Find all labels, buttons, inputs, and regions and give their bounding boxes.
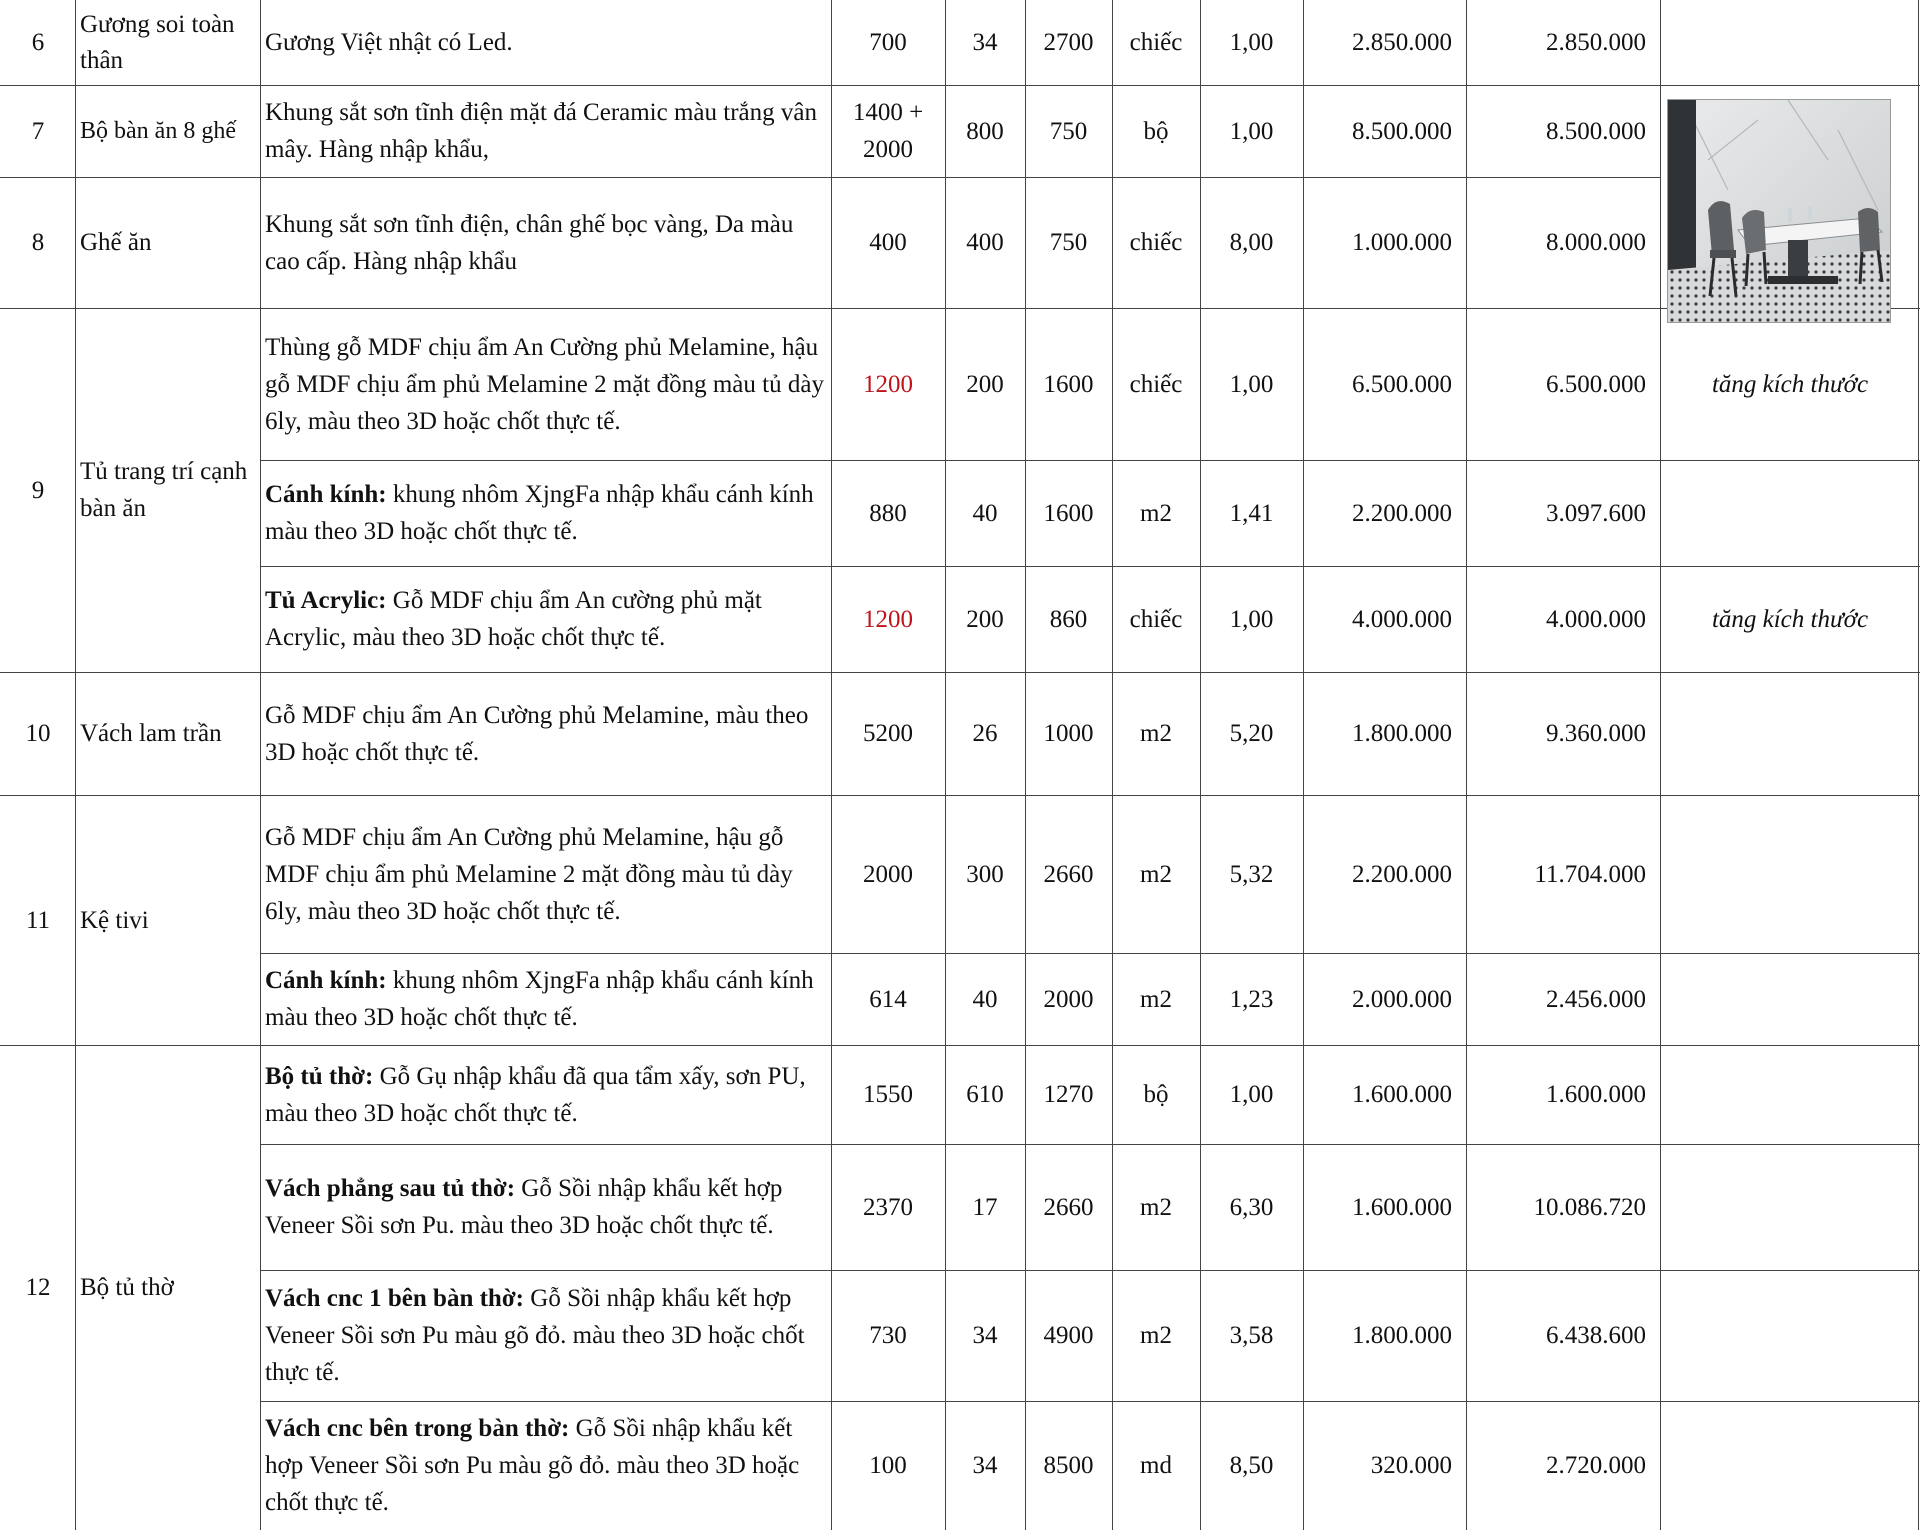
description-cell bbox=[261, 460, 831, 566]
stt-cell: 10 bbox=[25, 720, 51, 747]
description-cell bbox=[261, 953, 831, 1045]
total-cell: 10.086.720 bbox=[1533, 1193, 1646, 1221]
unit-price-cell: 2.200.000 bbox=[1352, 860, 1452, 888]
item-name-cell: Gương soi toàn thân bbox=[80, 10, 235, 74]
column-divider bbox=[1200, 0, 1201, 1530]
height-cell: 2700 bbox=[1043, 29, 1094, 56]
description-cell: Gỗ MDF chịu ẩm An Cường phủ Melamine, màu theo 3D hoặc chốt thực tế. bbox=[265, 701, 809, 766]
unit-cell: m2 bbox=[1140, 720, 1172, 747]
row-divider bbox=[0, 177, 1660, 178]
description-text: Gỗ Sồi nhập khẩu kết hợp Veneer Sồi sơn Pu màu gõ đỏ. màu theo 3D hoặc chốt thực tế. bbox=[265, 1285, 805, 1386]
height-cell: 750 bbox=[1049, 117, 1088, 145]
total-cell: 11.704.000 bbox=[1534, 860, 1646, 888]
item-name-cell: Bộ bàn ăn 8 ghế bbox=[80, 117, 236, 144]
unit-cell: chiếc bbox=[1129, 370, 1183, 398]
height-cell: 1000 bbox=[1043, 720, 1094, 747]
width-cell: 5200 bbox=[863, 720, 913, 747]
total-cell: 8.500.000 bbox=[1546, 117, 1646, 145]
unit-cell: chiếc bbox=[1129, 29, 1183, 56]
description-cell: Thùng gỗ MDF chịu ẩm An Cường phủ Melamine, hậu gỗ MDF chịu ẩm phủ Melamine 2 mặt đồng màu tủ dày 6ly, màu theo 3D hoặc chốt thực tế. bbox=[265, 333, 824, 435]
depth-cell: 610 bbox=[966, 1081, 1004, 1108]
depth-cell: 40 bbox=[972, 985, 998, 1013]
width-cell: 880 bbox=[869, 499, 907, 527]
quantity-cell: 1,41 bbox=[1229, 499, 1274, 527]
quantity-cell: 1,00 bbox=[1229, 605, 1274, 633]
quantity-cell: 8,00 bbox=[1229, 229, 1274, 256]
unit-price-cell: 8.500.000 bbox=[1352, 117, 1452, 145]
unit-price-cell: 1.000.000 bbox=[1352, 229, 1452, 256]
description-heading: Tủ Acrylic: bbox=[265, 587, 387, 614]
unit-price-cell: 2.200.000 bbox=[1352, 499, 1452, 527]
stt-cell: 6 bbox=[31, 29, 45, 56]
depth-cell: 34 bbox=[972, 1452, 998, 1479]
unit-price-cell: 320.000 bbox=[1370, 1452, 1452, 1479]
quantity-cell: 6,30 bbox=[1229, 1193, 1274, 1221]
column-divider bbox=[1660, 0, 1661, 1530]
width-cell: 700 bbox=[869, 29, 907, 56]
quantity-cell: 3,58 bbox=[1229, 1322, 1274, 1349]
width-cell: 1550 bbox=[863, 1081, 913, 1108]
height-cell: 1600 bbox=[1043, 499, 1094, 527]
unit-cell: m2 bbox=[1140, 985, 1172, 1013]
depth-cell: 34 bbox=[972, 29, 998, 56]
note-cell: tăng kích thước bbox=[1711, 605, 1869, 633]
stt-cell: 8 bbox=[31, 229, 45, 256]
quantity-cell: 1,00 bbox=[1229, 29, 1274, 56]
dining-set-image-icon bbox=[1668, 100, 1891, 323]
dining-set-photo bbox=[1667, 99, 1891, 323]
unit-price-cell: 1.600.000 bbox=[1352, 1193, 1452, 1221]
height-cell: 8500 bbox=[1043, 1452, 1094, 1479]
depth-cell: 40 bbox=[972, 499, 998, 527]
unit-cell: m2 bbox=[1140, 860, 1172, 888]
unit-price-cell: 2.850.000 bbox=[1352, 29, 1452, 56]
column-divider bbox=[945, 0, 946, 1530]
depth-cell: 34 bbox=[972, 1322, 998, 1349]
unit-cell: bộ bbox=[1143, 1081, 1169, 1108]
total-cell: 6.438.600 bbox=[1546, 1322, 1646, 1349]
unit-price-cell: 1.800.000 bbox=[1352, 1322, 1452, 1349]
unit-cell: m2 bbox=[1140, 1322, 1172, 1349]
depth-cell: 300 bbox=[966, 860, 1004, 888]
item-name-cell: Kệ tivi bbox=[80, 906, 149, 934]
width-cell: 2370 bbox=[863, 1193, 913, 1221]
description-text: Gỗ Sồi nhập khẩu kết hợp Veneer Sồi sơn Pu. màu theo 3D hoặc chốt thực tế. bbox=[265, 1175, 783, 1239]
unit-price-cell: 1.600.000 bbox=[1352, 1081, 1452, 1108]
width-cell: 400 bbox=[869, 229, 907, 256]
stt-cell: 7 bbox=[31, 117, 45, 145]
total-cell: 8.000.000 bbox=[1546, 229, 1646, 256]
quantity-cell: 5,20 bbox=[1229, 720, 1274, 747]
quantity-cell: 1,00 bbox=[1229, 370, 1274, 398]
total-cell: 1.600.000 bbox=[1546, 1081, 1646, 1108]
row-divider bbox=[260, 460, 1920, 461]
column-divider bbox=[75, 0, 76, 1530]
width-cell: 730 bbox=[869, 1322, 907, 1349]
row-divider bbox=[260, 1144, 1920, 1145]
width-cell: 100 bbox=[869, 1452, 907, 1479]
description-cell bbox=[261, 1401, 831, 1530]
item-name-cell: Tủ trang trí cạnh bàn ăn bbox=[80, 458, 248, 522]
description-cell bbox=[261, 1270, 831, 1401]
depth-cell: 17 bbox=[972, 1193, 998, 1221]
unit-cell: md bbox=[1140, 1452, 1172, 1479]
height-cell: 1600 bbox=[1043, 370, 1094, 398]
row-divider bbox=[0, 308, 1920, 309]
row-divider bbox=[260, 566, 1920, 567]
description-text: Gỗ MDF chịu ẩm An cường phủ mặt Acrylic, màu theo 3D hoặc chốt thực tế. bbox=[265, 587, 762, 651]
description-heading: Vách phẳng sau tủ thờ: bbox=[265, 1175, 516, 1202]
width-cell: 2000 bbox=[863, 860, 913, 888]
width-cell: 614 bbox=[869, 985, 907, 1013]
column-divider bbox=[1303, 0, 1304, 1530]
quantity-cell: 1,23 bbox=[1229, 985, 1274, 1013]
quantity-cell: 5,32 bbox=[1229, 860, 1274, 888]
description-text: Gỗ Sồi nhập khẩu kết hợp Veneer Sồi sơn Pu màu gõ đỏ. màu theo 3D hoặc chốt thực tế. bbox=[265, 1415, 800, 1516]
height-cell: 1270 bbox=[1043, 1081, 1094, 1108]
column-divider bbox=[1466, 0, 1467, 1530]
description-text: Gỗ Gụ nhập khẩu đã qua tẩm xấy, sơn PU, màu theo 3D hoặc chốt thực tế. bbox=[265, 1062, 806, 1127]
description-cell bbox=[261, 1144, 831, 1270]
description-heading: Cánh kính: bbox=[265, 481, 387, 508]
unit-price-cell: 4.000.000 bbox=[1352, 605, 1452, 633]
total-cell: 3.097.600 bbox=[1546, 499, 1646, 527]
description-heading: Bộ tủ thờ: bbox=[265, 1062, 374, 1090]
stt-cell: 9 bbox=[31, 476, 45, 504]
depth-cell: 26 bbox=[972, 720, 998, 747]
column-divider bbox=[831, 0, 832, 1530]
item-name-cell: Ghế ăn bbox=[80, 229, 152, 256]
description-cell bbox=[261, 1045, 831, 1144]
width-cell: 1200 bbox=[863, 370, 913, 398]
height-cell: 2660 bbox=[1043, 860, 1094, 888]
depth-cell: 200 bbox=[966, 370, 1004, 398]
total-cell: 6.500.000 bbox=[1546, 370, 1646, 398]
depth-cell: 800 bbox=[966, 117, 1004, 145]
total-cell: 2.850.000 bbox=[1546, 29, 1646, 56]
row-divider bbox=[260, 1401, 1920, 1402]
note-cell: tăng kích thước bbox=[1711, 370, 1869, 398]
height-cell: 2000 bbox=[1043, 985, 1094, 1013]
unit-cell: m2 bbox=[1140, 1193, 1172, 1221]
description-cell: Gỗ MDF chịu ẩm An Cường phủ Melamine, hậu gỗ MDF chịu ẩm phủ Melamine 2 mặt đồng màu tủ dày 6ly, màu theo 3D hoặc chốt thực tế. bbox=[265, 823, 793, 925]
unit-cell: chiếc bbox=[1129, 229, 1183, 256]
total-cell: 4.000.000 bbox=[1546, 605, 1646, 633]
height-cell: 860 bbox=[1049, 605, 1088, 633]
quantity-cell: 8,50 bbox=[1229, 1452, 1274, 1479]
total-cell: 9.360.000 bbox=[1546, 720, 1646, 747]
description-cell: Khung sắt sơn tĩnh điện, chân ghế bọc vàng, Da màu cao cấp. Hàng nhập khẩu bbox=[265, 210, 794, 275]
row-divider bbox=[0, 85, 1920, 86]
column-divider bbox=[1918, 0, 1919, 1530]
unit-cell: chiếc bbox=[1129, 605, 1183, 633]
row-divider bbox=[0, 795, 1920, 796]
quantity-cell: 1,00 bbox=[1229, 1081, 1274, 1108]
quantity-cell: 1,00 bbox=[1229, 117, 1274, 145]
description-heading: Vách cnc bên trong bàn thờ: bbox=[265, 1415, 570, 1442]
depth-cell: 200 bbox=[966, 605, 1004, 633]
description-heading: Cánh kính: bbox=[265, 967, 387, 994]
column-divider bbox=[1025, 0, 1026, 1530]
stt-cell: 12 bbox=[25, 1274, 51, 1301]
description-heading: Vách cnc 1 bên bàn thờ: bbox=[265, 1285, 525, 1312]
unit-price-cell: 1.800.000 bbox=[1352, 720, 1452, 747]
unit-cell: m2 bbox=[1140, 499, 1172, 527]
unit-cell: bộ bbox=[1143, 117, 1169, 145]
stt-cell: 11 bbox=[25, 906, 51, 934]
column-divider bbox=[260, 0, 261, 1530]
height-cell: 4900 bbox=[1043, 1322, 1094, 1349]
row-divider bbox=[0, 672, 1920, 673]
width-cell: 1200 bbox=[863, 605, 913, 633]
row-divider bbox=[260, 953, 1920, 954]
height-cell: 750 bbox=[1049, 229, 1088, 256]
column-divider bbox=[1112, 0, 1113, 1530]
description-cell: Khung sắt sơn tĩnh điện mặt đá Ceramic màu trắng vân mây. Hàng nhập khẩu, bbox=[265, 99, 817, 163]
item-name-cell: Vách lam trần bbox=[80, 720, 222, 747]
item-name-cell: Bộ tủ thờ bbox=[80, 1274, 174, 1301]
total-cell: 2.456.000 bbox=[1546, 985, 1646, 1013]
description-cell bbox=[261, 566, 831, 672]
depth-cell: 400 bbox=[966, 229, 1004, 256]
total-cell: 2.720.000 bbox=[1546, 1452, 1646, 1479]
description-text: khung nhôm XjngFa nhập khẩu cánh kính màu theo 3D hoặc chốt thực tế. bbox=[265, 967, 814, 1031]
unit-price-cell: 6.500.000 bbox=[1352, 370, 1452, 398]
description-cell: Gương Việt nhật có Led. bbox=[265, 29, 513, 56]
width-cell: 1400 + 2000 bbox=[852, 99, 924, 163]
height-cell: 2660 bbox=[1043, 1193, 1094, 1221]
description-text: khung nhôm XjngFa nhập khẩu cánh kính màu theo 3D hoặc chốt thực tế. bbox=[265, 481, 814, 545]
row-divider bbox=[260, 1270, 1920, 1271]
row-divider bbox=[0, 1045, 1920, 1046]
unit-price-cell: 2.000.000 bbox=[1352, 985, 1452, 1013]
